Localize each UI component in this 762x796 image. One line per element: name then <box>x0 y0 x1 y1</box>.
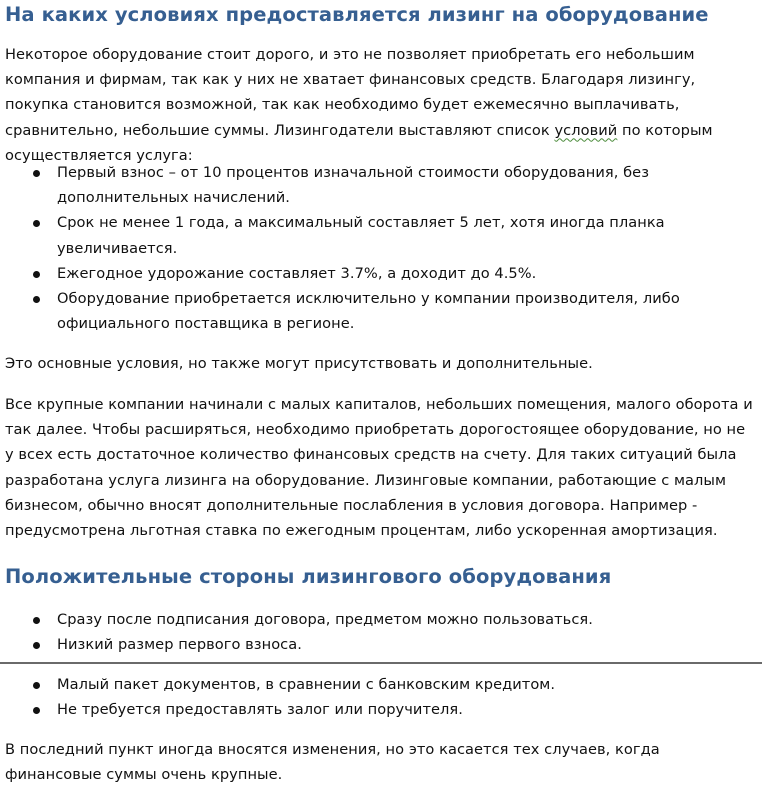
page-break-divider <box>0 662 762 664</box>
list-item <box>0 160 762 210</box>
list-item <box>0 672 762 697</box>
list-item-text: Низкий размер первого взноса. <box>57 636 302 654</box>
intro-paragraph-block <box>0 42 762 168</box>
section-heading-conditions: На каких условиях предоставляется лизинг на оборудование <box>5 3 709 26</box>
list-item-text: Сразу после подписания договора, предметом можно пользоваться. <box>57 611 593 628</box>
section-heading-advantages: Положительные стороны лизингового оборудования <box>5 565 612 588</box>
list-item <box>0 286 762 336</box>
main-paragraph-block <box>0 392 762 543</box>
intro-text-end: по которым осуществляется услуга: <box>5 121 713 164</box>
intro-paragraph <box>0 42 762 168</box>
note-paragraph: Это основные условия, но также могут присутствовать и дополнительные. <box>5 355 593 372</box>
advantages-list-bottom <box>0 672 762 722</box>
bullet-icon <box>33 296 40 303</box>
list-item <box>0 632 762 657</box>
list-item <box>0 697 762 722</box>
advantages-list-top <box>0 607 762 657</box>
bullet-icon <box>33 170 40 177</box>
closing-paragraph: В последний пункт иногда вносятся изменения, но это касается тех случаев, когда финансовые суммы очень крупные. <box>5 741 660 784</box>
list-item <box>0 607 762 632</box>
intro-text: Некоторое оборудование стоит дорого, и это не позволяет приобретать его небольшим компания и фирмам, так как у них не хватает финансовых средств. Благодаря лизингу, покупка становится возможной, так как необходимо будет ежемесячно выплачивать, сравнительно, небольшие суммы. Лизингодатели выставляют список <box>5 46 696 139</box>
main-paragraph: Все крупные компании начинали с малых капиталов, небольших помещения, малого оборота и так далее. Чтобы расширяться, необходимо приобретать дорогостоящее оборудование, но не у всех есть достаточное количество финансовых средств на счету. Для таких ситуаций была разработана услуга лизинга на оборудование. Лизинговые компании, работающие с малым бизнесом, обычно вносят дополнительные послабления в условия договора. Например - предусмотрена льготная ставка по ежегодным процентам, либо ускоренная амортизация. <box>5 396 753 540</box>
list-item <box>0 261 762 286</box>
bullet-icon <box>33 707 40 714</box>
list-item-text: Срок не менее 1 года, а максимальный составляет 5 лет, хотя иногда планка увеличивается. <box>57 214 665 257</box>
closing-block <box>0 737 762 787</box>
note-block <box>0 351 762 376</box>
bullet-icon <box>33 682 40 689</box>
list-item-text: Не требуется предоставлять залог или поручителя. <box>57 701 463 719</box>
list-item-text: Оборудование приобретается исключительно у компании производителя, либо официального поставщика в регионе. <box>57 290 680 333</box>
list-item <box>0 210 762 260</box>
spellcheck-marked-word[interactable]: условий <box>554 121 618 139</box>
bullet-icon <box>33 271 40 278</box>
bullet-icon <box>33 617 40 624</box>
bullet-icon <box>33 642 40 649</box>
list-item-text: Малый пакет документов, в сравнении с банковским кредитом. <box>57 676 556 693</box>
bullet-icon <box>33 220 40 227</box>
conditions-list <box>0 160 762 336</box>
list-item-text: Ежегодное удорожание составляет 3.7%, а доходит до 4.5%. <box>57 264 537 282</box>
list-item-text: Первый взнос – от 10 процентов изначальной стоимости оборудования, без дополнительных начислений. <box>57 164 650 207</box>
